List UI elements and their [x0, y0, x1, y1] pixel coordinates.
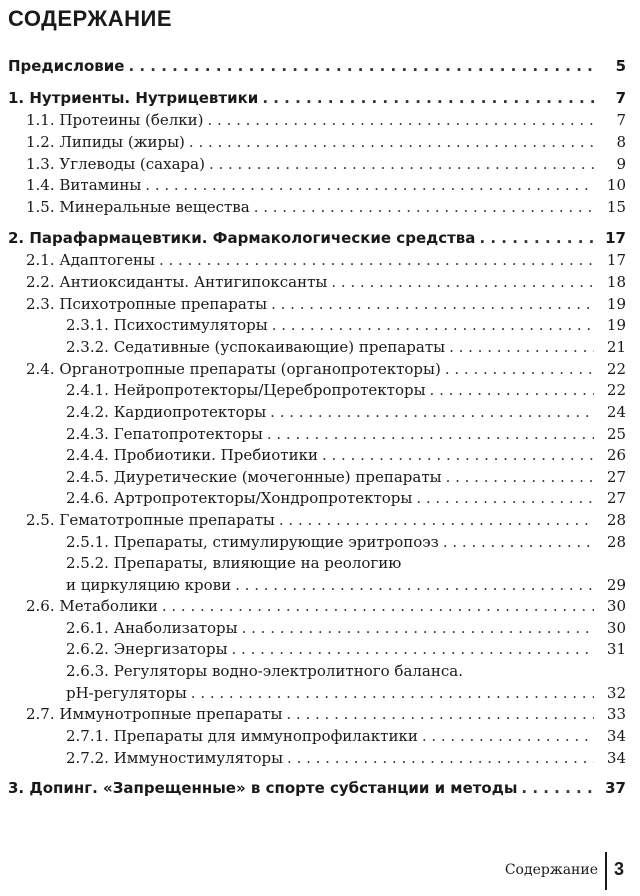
- toc-entry-page: 10: [606, 176, 626, 194]
- toc-entry-number: 2.3.1.: [66, 316, 114, 334]
- dot-leader: [254, 197, 594, 217]
- toc-entry-number: 2.5.: [26, 511, 60, 529]
- toc-entry-title: Препараты, стимулирующие эритропоэз: [113, 533, 439, 551]
- toc-entry-page: 22: [606, 360, 626, 378]
- toc-entry-title: Анаболизаторы: [113, 619, 238, 637]
- toc-entry-page: 5: [615, 57, 626, 75]
- toc-entry-number: 2.7.: [26, 705, 60, 723]
- dot-leader: [286, 704, 594, 724]
- dot-leader: [430, 380, 594, 400]
- toc-entry: [0, 378, 640, 400]
- toc-entry-page: 15: [606, 198, 626, 216]
- toc-entry-page: 7: [615, 89, 626, 107]
- toc-entry-title: и циркуляцию крови: [66, 576, 232, 594]
- toc-entry: [0, 195, 640, 217]
- dot-leader: [232, 639, 594, 659]
- toc-entry-title: Углеводы (сахара): [59, 155, 205, 173]
- toc-entry: [0, 594, 640, 616]
- toc-entry-number: 2.4.1.: [66, 381, 114, 399]
- toc-entry-number: 2.4.5.: [66, 468, 114, 486]
- toc-entry-number: 2.6.: [26, 597, 60, 615]
- toc-entry-number: 2.1.: [26, 251, 60, 269]
- toc-entry-page: 34: [606, 727, 626, 745]
- footer-divider: [605, 852, 607, 890]
- toc-entry-title: Регуляторы водно-электролитного баланса.: [113, 662, 463, 680]
- toc-entry-title: Седативные (успокаивающие) препараты: [113, 338, 446, 356]
- toc-entry-number: 3.: [8, 779, 30, 797]
- toc-entry-title: Гепатопротекторы: [113, 425, 263, 443]
- toc-entry-title: Диуретические (мочегонные) препараты: [113, 468, 442, 486]
- toc-entry-title: Пробиотики. Пребиотики: [113, 446, 318, 464]
- dot-leader: [270, 402, 594, 422]
- toc-entry-title: Психостимуляторы: [113, 316, 268, 334]
- dot-leader: [445, 359, 594, 379]
- toc-entry-title: Адаптогены: [59, 251, 155, 269]
- toc-entry-title: pH-регуляторы: [66, 684, 187, 702]
- dot-leader: [235, 575, 594, 595]
- toc-entry-number: 1.5.: [26, 198, 60, 216]
- toc-entry-number: 2.4.3.: [66, 425, 114, 443]
- toc-entry-title: Энергизаторы: [113, 640, 228, 658]
- toc-entry: [0, 422, 640, 444]
- toc-entry-page: 19: [606, 316, 626, 334]
- toc-entry: [0, 702, 640, 724]
- toc-entry: [0, 443, 640, 465]
- dot-leader: [191, 683, 594, 703]
- toc-entry-number: 2.2.: [26, 273, 60, 291]
- toc-entry: [0, 508, 640, 530]
- toc-entry-number: 2.5.1.: [66, 533, 114, 551]
- toc-entry-title: Иммуностимуляторы: [113, 749, 284, 767]
- dot-leader: [279, 510, 594, 530]
- dot-leader: [443, 532, 594, 552]
- toc-entry-page: 18: [606, 273, 626, 291]
- toc-entry-title: Препараты для иммунопрофилактики: [113, 727, 418, 745]
- toc-entry-number: 1.4.: [26, 176, 60, 194]
- toc-entry-title: Гематотропные препараты: [59, 511, 275, 529]
- toc-entry-title: Иммунотропные препараты: [59, 705, 283, 723]
- toc-entry-title: Липиды (жиры): [59, 133, 185, 151]
- dot-leader: [209, 154, 594, 174]
- toc-entry-page: 29: [606, 576, 626, 594]
- toc-entry-number: 2.3.2.: [66, 338, 114, 356]
- toc-entry: [0, 465, 640, 487]
- toc-entry: [0, 681, 640, 703]
- page-title: СОДЕРЖАНИЕ: [8, 6, 173, 31]
- toc-entry: [0, 400, 640, 422]
- toc-entry-page: 8: [616, 133, 626, 151]
- dot-leader: [267, 424, 594, 444]
- toc-entry: [0, 776, 640, 798]
- toc-entry-title: Артропротекторы/Хондропротекторы: [113, 489, 413, 507]
- toc-entry-title: Психотропные препараты: [59, 295, 268, 313]
- toc-entry-page: 27: [606, 489, 626, 507]
- toc-entry: [0, 724, 640, 746]
- running-footer-label: Содержание: [504, 862, 598, 878]
- toc-entry-number: 2.7.2.: [66, 749, 114, 767]
- toc-entry-page: 19: [606, 295, 626, 313]
- toc-entry-number: 2.4.2.: [66, 403, 114, 421]
- toc-entry-page: 33: [606, 705, 626, 723]
- toc-entry-page: 27: [606, 468, 626, 486]
- toc-entry-number: 2.5.2.: [66, 554, 114, 572]
- toc-entry-page: 31: [606, 640, 626, 658]
- toc-entry-number: 1.3.: [26, 155, 60, 173]
- toc-entry: [0, 130, 640, 152]
- toc-entry-number: 2.6.2.: [66, 640, 114, 658]
- toc-entry-title: Нутриенты. Нутрицевтики: [29, 89, 259, 107]
- toc-entry: [0, 173, 640, 195]
- toc-entry-page: 34: [606, 749, 626, 767]
- toc-entry: [0, 530, 640, 552]
- toc-entry-number: 1.1.: [26, 111, 60, 129]
- toc-entry-number: 2.4.: [26, 360, 60, 378]
- dot-leader: [446, 467, 594, 487]
- toc-entry-title: Парафармацевтики. Фармакологические средства: [29, 229, 476, 247]
- toc-entry: [0, 335, 640, 357]
- dot-leader: [416, 488, 594, 508]
- dot-leader: [242, 618, 594, 638]
- toc-entry-title: Нейропротекторы/Церебропротекторы: [113, 381, 426, 399]
- dot-leader: [128, 56, 594, 76]
- toc-entry-number: 2.6.3.: [66, 662, 114, 680]
- toc-entry: [0, 86, 640, 108]
- toc-entry-page: 17: [606, 251, 626, 269]
- dot-leader: [208, 110, 594, 130]
- toc-entry-page: 30: [606, 597, 626, 615]
- toc-entry-page: 32: [606, 684, 626, 702]
- toc-entry-number: 2.7.1.: [66, 727, 114, 745]
- dot-leader: [479, 228, 594, 248]
- toc-entry: [0, 573, 640, 595]
- toc-entry-title: Кардиопротекторы: [113, 403, 267, 421]
- dot-leader: [331, 272, 594, 292]
- toc-entry-page: 17: [605, 229, 626, 247]
- dot-leader: [159, 250, 594, 270]
- toc-entry-page: 26: [606, 446, 626, 464]
- toc-entry-page: 28: [606, 511, 626, 529]
- toc-entry-page: 24: [606, 403, 626, 421]
- toc-entry: [0, 616, 640, 638]
- toc-entry: [0, 746, 640, 768]
- toc-entry-title: Протеины (белки): [59, 111, 204, 129]
- toc-entry-number: 2.4.4.: [66, 446, 114, 464]
- dot-leader: [272, 315, 594, 335]
- dot-leader: [322, 445, 594, 465]
- toc-entry: [0, 659, 640, 681]
- toc-entry: [0, 313, 640, 335]
- toc-entry-page: 37: [605, 779, 626, 797]
- toc-entry-page: 9: [616, 155, 626, 173]
- toc-entry: [0, 248, 640, 270]
- toc-entry: [0, 551, 640, 573]
- dot-leader: [145, 175, 594, 195]
- toc-entry: [0, 152, 640, 174]
- dot-leader: [449, 337, 594, 357]
- toc-entry-title: Предисловие: [8, 57, 125, 75]
- toc-entry-page: 25: [606, 425, 626, 443]
- toc-entry: [0, 54, 640, 76]
- toc-entry-page: 21: [606, 338, 626, 356]
- toc-entry: [0, 637, 640, 659]
- toc-entry-title: Антиоксиданты. Антигипоксанты: [59, 273, 328, 291]
- toc-entry: [0, 226, 640, 248]
- toc-entry-title: Органотропные препараты (органопротекторы): [59, 360, 441, 378]
- toc-entry-number: 2.: [8, 229, 30, 247]
- dot-leader: [422, 726, 594, 746]
- toc-entry-title: Допинг. «Запрещенные» в спорте субстанции и методы: [29, 779, 518, 797]
- dot-leader: [271, 294, 594, 314]
- dot-leader: [162, 596, 594, 616]
- toc-entry-page: 22: [606, 381, 626, 399]
- toc-entry-title: Минеральные вещества: [59, 198, 250, 216]
- toc-entry-title: Метаболики: [59, 597, 158, 615]
- toc-entry: [0, 357, 640, 379]
- toc-entry-number: 1.2.: [26, 133, 60, 151]
- toc-entry: [0, 108, 640, 130]
- page-number: 3: [614, 859, 625, 879]
- toc-entry-page: 7: [616, 111, 626, 129]
- toc-entry-title: Витамины: [59, 176, 142, 194]
- toc-entry-number: 1.: [8, 89, 30, 107]
- toc-entry-page: 30: [606, 619, 626, 637]
- toc-entry-page: 28: [606, 533, 626, 551]
- toc-entry-title: Препараты, влияющие на реологию: [113, 554, 402, 572]
- toc-entry-number: 2.4.6.: [66, 489, 114, 507]
- dot-leader: [521, 778, 594, 798]
- toc-entry: [0, 486, 640, 508]
- dot-leader: [262, 88, 594, 108]
- dot-leader: [287, 748, 594, 768]
- toc-entry-number: 2.6.1.: [66, 619, 114, 637]
- dot-leader: [189, 132, 594, 152]
- toc-entry: [0, 270, 640, 292]
- toc-entry-number: 2.3.: [26, 295, 60, 313]
- toc-entry: [0, 292, 640, 314]
